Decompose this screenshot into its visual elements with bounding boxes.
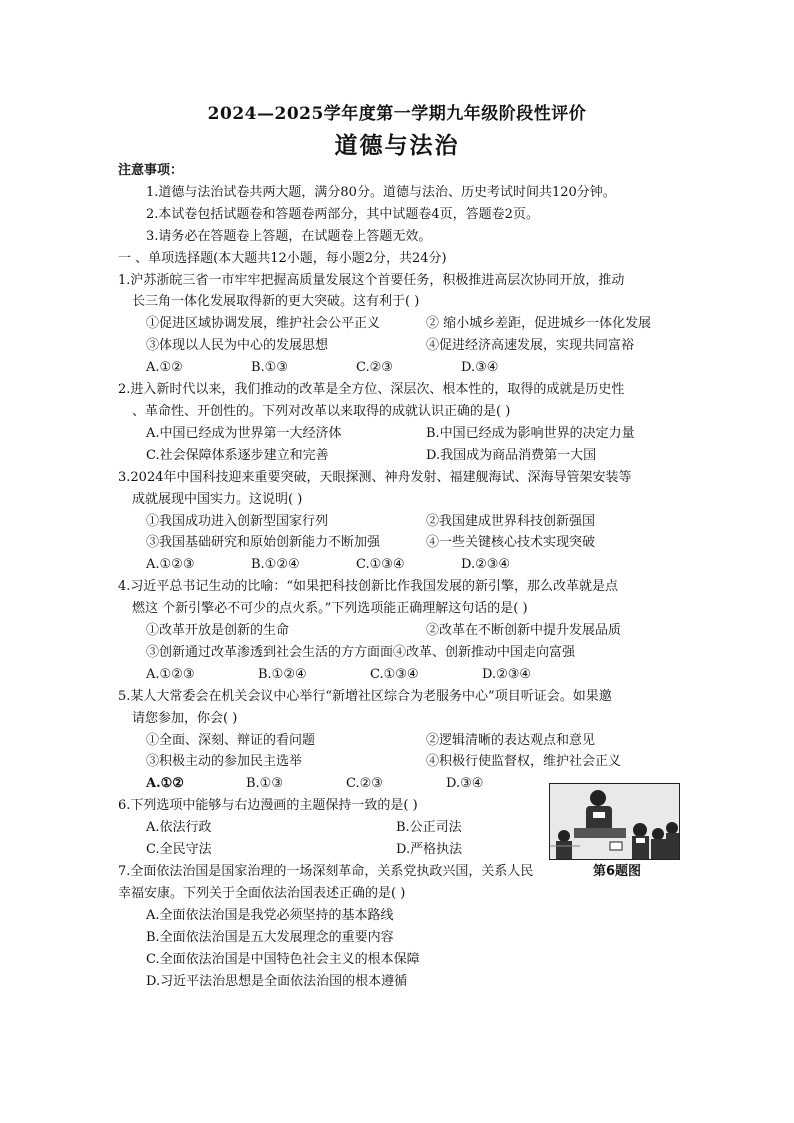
option-c: C.社会保障体系逐步建立和完善 — [146, 447, 329, 463]
question-3-stem-cont: 成就展现中国实力。这说明( ) — [132, 491, 303, 507]
option-b: B.①③ — [251, 360, 288, 376]
notice-item: 3.请务必在答题卷上答题，在试题卷上答题无效。 — [146, 228, 432, 244]
question-6-figure-caption: 第6题图 — [593, 864, 642, 879]
option-a: A.全面依法治国是我党必须坚持的基本路线 — [146, 907, 394, 923]
question-6-stem: 6.下列选项中能够与右边漫画的主题保持一致的是( ) — [118, 798, 418, 814]
question-5-stem-cont: 请您参加，你会( ) — [132, 710, 238, 726]
option-d: D.②③④ — [461, 557, 511, 573]
option-b: B.①②④ — [258, 666, 307, 682]
option-d: D.我国成为商品消费第一大国 — [426, 447, 597, 463]
statement: ② 缩小城乡差距，促进城乡一体化发展 — [426, 316, 652, 332]
option-c: C.①③④ — [370, 666, 419, 682]
option-c: C.全民守法 — [146, 842, 212, 858]
question-6-cartoon — [549, 783, 680, 860]
question-7-stem-cont: 幸福安康。下列关于全面依法治国表述正确的是( ) — [118, 885, 406, 901]
question-4-statements — [118, 620, 678, 642]
option-d: D.③④ — [446, 776, 484, 792]
question-4-stem: 4.习近平总书记生动的比喻：“如果把科技创新比作我国发展的新引擎，那么改革就是点 — [118, 579, 619, 595]
question-4-options — [118, 664, 678, 686]
statement: ②改革在不断创新中提升发展品质 — [426, 623, 622, 639]
option-c: C.①③④ — [356, 557, 405, 573]
option-b: B.①②④ — [251, 557, 300, 573]
statement: ②逻辑清晰的表达观点和意见 — [426, 732, 596, 748]
statement: ③积极主动的参加民主选举 — [146, 754, 303, 770]
question-7-stem: 7.全面依法治国是国家治理的一场深刻革命，关系党执政兴国，关系人民 — [118, 864, 534, 879]
question-2-stem-cont: 、革命性、开创性的。下列对改革以来取得的成就认识正确的是( ) — [132, 403, 511, 419]
option-d: D.严格执法 — [396, 842, 463, 858]
question-3-statements — [118, 511, 678, 555]
option-d: D.②③④ — [482, 666, 532, 682]
question-2-options — [118, 423, 678, 467]
statement: ①全面、深刻、辩证的看问题 — [146, 732, 316, 748]
notice-item: 1.道德与法治试卷共两大题，满分80分。道德与法治、历史考试时间共120分钟。 — [146, 184, 616, 200]
question-1-statements — [118, 313, 678, 357]
question-1-stem-cont: 长三角一体化发展取得新的更大突破。这有利于( ) — [132, 294, 420, 310]
option-b: B.①③ — [246, 776, 283, 792]
subject-title: 道德与法治 — [334, 132, 460, 159]
statement: ①促进区域协调发展，维护社会公平正义 — [146, 316, 381, 332]
option-b: B.全面依法治国是五大发展理念的重要内容 — [146, 929, 394, 945]
option-c: C.全面依法治国是中国特色社会主义的根本保障 — [146, 951, 420, 967]
option-b: B.中国已经成为影响世界的决定力量 — [426, 425, 635, 441]
statement: ④积极行使监督权，维护社会正义 — [426, 754, 622, 770]
option-a: A.①② — [146, 360, 183, 376]
question-3-stem: 3.2024年中国科技迎来重要突破，天眼探测、神舟发射、福建舰海试、深海导管架安装等 — [118, 469, 632, 485]
option-c: C.②③ — [346, 776, 383, 792]
statement: ①改革开放是创新的生命 — [146, 623, 290, 639]
question-1-options — [118, 357, 678, 379]
question-5-stem: 5.某人大常委会在机关会议中心举行“新增社区综合为老服务中心”项目听证会。如果邀 — [118, 688, 612, 704]
notice-heading: 注意事项： — [118, 163, 184, 178]
statement: ③创新通过改革渗透到社会生活的方方面面④改革、创新推动中国走向富强 — [146, 644, 576, 660]
option-d: D.③④ — [461, 360, 499, 376]
statement: ③我国基础研究和原始创新能力不断加强 — [146, 535, 381, 551]
option-a: A.依法行政 — [146, 820, 212, 836]
option-a: A.中国已经成为世界第一大经济体 — [146, 425, 342, 441]
option-a: A.①②③ — [146, 666, 195, 682]
question-1-stem: 1.沪苏浙皖三省一市牢牢把握高质量发展这个首要任务，积极推进高层次协同开放，推动 — [118, 272, 625, 288]
question-3-options — [118, 554, 678, 576]
statement: ④促进经济高速发展，实现共同富裕 — [426, 338, 635, 354]
question-5-statements — [118, 730, 678, 774]
statement: ③体现以人民为中心的发展思想 — [146, 338, 329, 354]
option-b: B.公正司法 — [396, 820, 462, 836]
option-a: A.①②③ — [146, 557, 195, 573]
question-4-stem-cont: 燃这 个新引擎必不可少的点火系。”下列选项能正确理解这句话的是( ) — [132, 601, 528, 617]
option-a: A.①② — [146, 776, 184, 792]
exam-title: 2024—2025学年度第一学期九年级阶段性评价 — [207, 104, 587, 124]
question-2-stem: 2.进入新时代以来，我们推动的改革是全方位、深层次、根本性的，取得的成就是历史性 — [118, 382, 625, 398]
cartoon-illustration — [550, 784, 679, 859]
statement: ①我国成功进入创新型国家行列 — [146, 513, 329, 529]
notice-item: 2.本试卷包括试题卷和答题卷两部分，其中试题卷4页，答题卷2页。 — [146, 206, 539, 222]
section-heading: 一 、单项选择题(本大题共12小题，每小题2分，共24分) — [118, 250, 447, 266]
statement: ④一些关键核心技术实现突破 — [426, 535, 596, 551]
option-d: D.习近平法治思想是全面依法治国的根本遵循 — [146, 973, 408, 989]
statement: ②我国建成世界科技创新强国 — [426, 513, 596, 529]
option-c: C.②③ — [356, 360, 393, 376]
